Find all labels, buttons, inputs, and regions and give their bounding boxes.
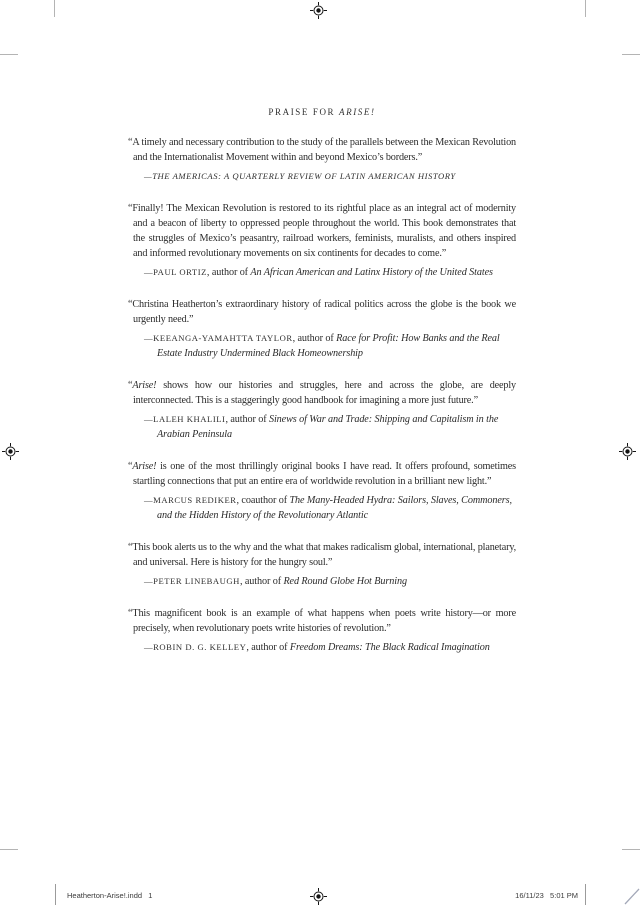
crop-mark-bottom-left-h [0, 849, 18, 850]
registration-mark-icon [2, 443, 19, 460]
quote-attribution [144, 331, 516, 361]
crop-mark-top-right-v [585, 0, 586, 17]
quote-text [128, 606, 516, 636]
attribution-source: —ROBIN D. G. KELLEY [144, 642, 247, 652]
quote-attribution [144, 265, 516, 280]
quote-book-title: Arise! [132, 380, 157, 391]
quote-attribution [144, 169, 516, 184]
registration-mark-icon [619, 443, 636, 460]
praise-quote-1 [128, 135, 516, 184]
stray-slash-icon [624, 886, 640, 910]
quote-text [128, 459, 516, 489]
praise-quote-2 [128, 201, 516, 280]
registration-mark-icon [310, 888, 327, 905]
praise-quote-5 [128, 459, 516, 523]
quote-book-title: Arise! [132, 461, 157, 472]
quote-text [128, 540, 516, 570]
quote-attribution [144, 493, 516, 523]
page-title-book: ARISE! [339, 107, 376, 117]
praise-quote-4 [128, 378, 516, 442]
quote-text [128, 201, 516, 261]
quote-attribution [144, 640, 516, 655]
attribution-role: , author of [225, 414, 269, 425]
praise-page-content [128, 106, 516, 655]
quote-body: “ [128, 461, 133, 472]
attribution-source: —KEEANGA-YAMAHTTA TAYLOR [144, 333, 293, 343]
quote-text [128, 135, 516, 165]
quote-body: “This book alerts us to the why and the what that makes radicalism global, international, planetary, and universal. Here is history for the hungry soul.” [128, 542, 516, 568]
page-title [128, 106, 516, 118]
quote-body: “Finally! The Mexican Revolution is restored to its rightful place as an integral act of modernity and a beacon of liberty to oppressed people throughout the world. This book demonstrates that the struggles of Mexico’s peasantry, railroad workers, feminists, muralists, and others inspired and informed revolutionary movements on six continents for decades to come.” [128, 203, 516, 259]
attribution-role: , coauthor of [236, 495, 290, 506]
attribution-source: —MARCUS REDIKER [144, 495, 237, 505]
slug-timestamp: 16/11/23 5:01 PM [515, 891, 578, 900]
praise-quote-6 [128, 540, 516, 589]
attribution-role: , author of [206, 267, 251, 278]
quote-body: “Christina Heatherton’s extraordinary history of radical politics across the globe is the book we urgently need.” [128, 299, 516, 325]
praise-quote-3 [128, 297, 516, 361]
attribution-work-title: An African American and Latinx History of the United States [250, 267, 493, 278]
attribution-work-title: Sinews of War and Trade: Shipping and Capitalism in the Arabian Peninsula [157, 414, 499, 440]
quote-body: “This magnificent book is an example of what happens when poets write history—or more precisely, when revolutionary poets write histories of revolution.” [128, 608, 516, 634]
registration-mark-icon [310, 2, 327, 19]
attribution-work-title: The Many-Headed Hydra: Sailors, Slaves, Commoners, and the Hidden History of the Revolutionary Atlantic [157, 495, 512, 521]
quote-body-rest: is one of the most thrillingly original books I have read. It offers profound, sometimes startling connections that put an entire era of worldwide revolution in a brilliant new light.” [133, 461, 516, 487]
quote-text [128, 297, 516, 327]
crop-mark-top-left-v [54, 0, 55, 17]
quote-attribution [144, 412, 516, 442]
slug-divider-left [55, 884, 56, 905]
quote-body: “A timely and necessary contribution to the study of the parallels between the Mexican Revolution and the Internationalist Movement within and beyond Mexico’s borders.” [128, 137, 516, 163]
attribution-source: —PETER LINEBAUGH [144, 576, 240, 586]
attribution-role: , author of [292, 333, 337, 344]
crop-mark-top-right-h [622, 54, 640, 55]
quote-text [128, 378, 516, 408]
attribution-source: —THE AMERICAS: A QUARTERLY REVIEW OF LATIN AMERICAN HISTORY [144, 171, 456, 181]
praise-quote-7 [128, 606, 516, 655]
attribution-source: —LALEH KHALILI [144, 414, 226, 424]
attribution-source: —PAUL ORTIZ [144, 267, 207, 277]
quote-body: “ [128, 380, 133, 391]
crop-mark-top-left-h [0, 54, 18, 55]
attribution-work-title: Red Round Globe Hot Burning [283, 576, 407, 587]
quote-body-rest: shows how our histories and struggles, here and across the globe, are deeply interconnected. This is a staggeringly good handbook for imagining a more just future.” [133, 380, 516, 406]
attribution-work-title: Race for Profit: How Banks and the Real Estate Industry Undermined Black Homeownership [157, 333, 500, 359]
slug-divider-right [585, 884, 586, 905]
attribution-role: , author of [246, 642, 290, 653]
slug-filename: Heatherton-Arise!.indd 1 [67, 891, 153, 900]
attribution-work-title: Freedom Dreams: The Black Radical Imagination [289, 642, 490, 653]
attribution-role: , author of [239, 576, 284, 587]
quote-attribution [144, 574, 516, 589]
crop-mark-bottom-right-h [622, 849, 640, 850]
page-title-pre: PRAISE FOR [268, 107, 340, 117]
